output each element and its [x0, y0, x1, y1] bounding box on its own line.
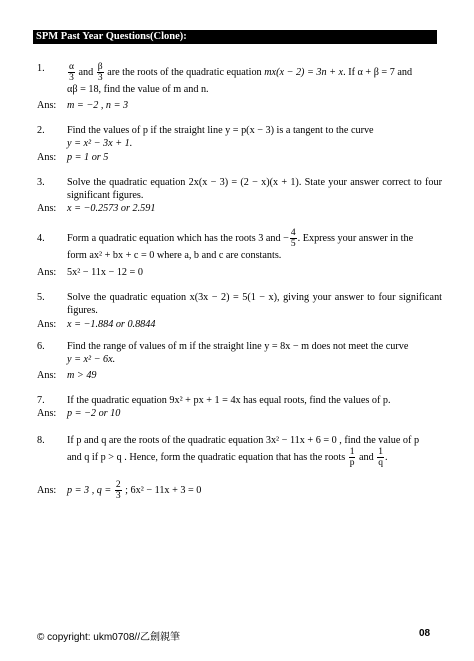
- four-fifths: $\frac{4}{5}$: [290, 228, 296, 249]
- answer-4: Ans: 5x² − 11x − 12 = 0: [37, 267, 143, 278]
- answer-8: Ans: p = 3 , q = $\frac{2}{3}$ ; 6x² − 11x + 3 = 0: [37, 480, 202, 501]
- question-6: 6. Find the range of values of m if the straight line y = 8x − m does not meet the curve y = x² − 6x.: [37, 341, 409, 365]
- beta-over-3: $\frac{\beta}{3}$: [97, 62, 103, 83]
- question-7: 7. If the quadratic equation 9x² + px + 1 = 4x has equal roots, find the values of p.: [37, 395, 391, 406]
- copyright-text: © copyright: ukm0708//乙劍親筆: [37, 632, 180, 643]
- answer-1: Ans: m = −2 , n = 3: [37, 100, 129, 111]
- answer-7: Ans: p = −2 or 10: [37, 408, 121, 419]
- answer-6: Ans: m > 49: [37, 370, 97, 381]
- question-5: 5. Solve the quadratic equation x(3x − 2) = 5(1 − x), giving your answer to four significant figures.: [37, 292, 442, 316]
- question-text-line2: αβ = 18, find the value of m and n.: [67, 84, 209, 95]
- question-1: 1. $\frac{\alpha}{3}$ and $\frac{\beta}{3}$ are the roots of the quadratic equation mx(x − 2) = 3n + x. If α + β = 7 and αβ = 18, find the value of m and n.: [37, 62, 413, 95]
- page-number: 08: [419, 628, 431, 639]
- question-8: 8. If p and q are the roots of the quadratic equation 3x² − 11x + 6 = 0 , find the value of p and q if p > q . Hence, form the quadratic equation that has the roots $\frac{1}{p}$ and $\frac{1}{q}$ .: [37, 435, 420, 468]
- answer-3: Ans: x = −0.2573 or 2.591: [37, 203, 156, 214]
- one-over-q: $\frac{1}{q}$: [378, 447, 384, 468]
- one-over-p: $\frac{1}{p}$: [349, 447, 355, 468]
- answer-5: Ans: x = −1.884 or 0.8844: [37, 319, 156, 330]
- question-3: 3. Solve the quadratic equation 2x(x − 3) = (2 − x)(x + 1). State your answer correct to four significant figures.: [37, 177, 442, 201]
- two-thirds: $\frac{2}{3}$: [115, 480, 121, 501]
- answer-2: Ans: p = 1 or 5: [37, 152, 109, 163]
- page-title: SPM Past Year Questions(Clone):: [33, 30, 437, 44]
- alpha-over-3: $\frac{\alpha}{3}$: [69, 62, 74, 83]
- question-number: 1.: [37, 63, 45, 74]
- question-4: 4. Form a quadratic equation which has the roots 3 and − $\frac{4}{5}$ . Express your answer in the form ax² + bx + c = 0 where a, b and c are constants.: [37, 228, 414, 261]
- question-2: 2. Find the values of p if the straight line y = p(x − 3) is a tangent to the curve y = x² − 3x + 1.: [37, 125, 374, 149]
